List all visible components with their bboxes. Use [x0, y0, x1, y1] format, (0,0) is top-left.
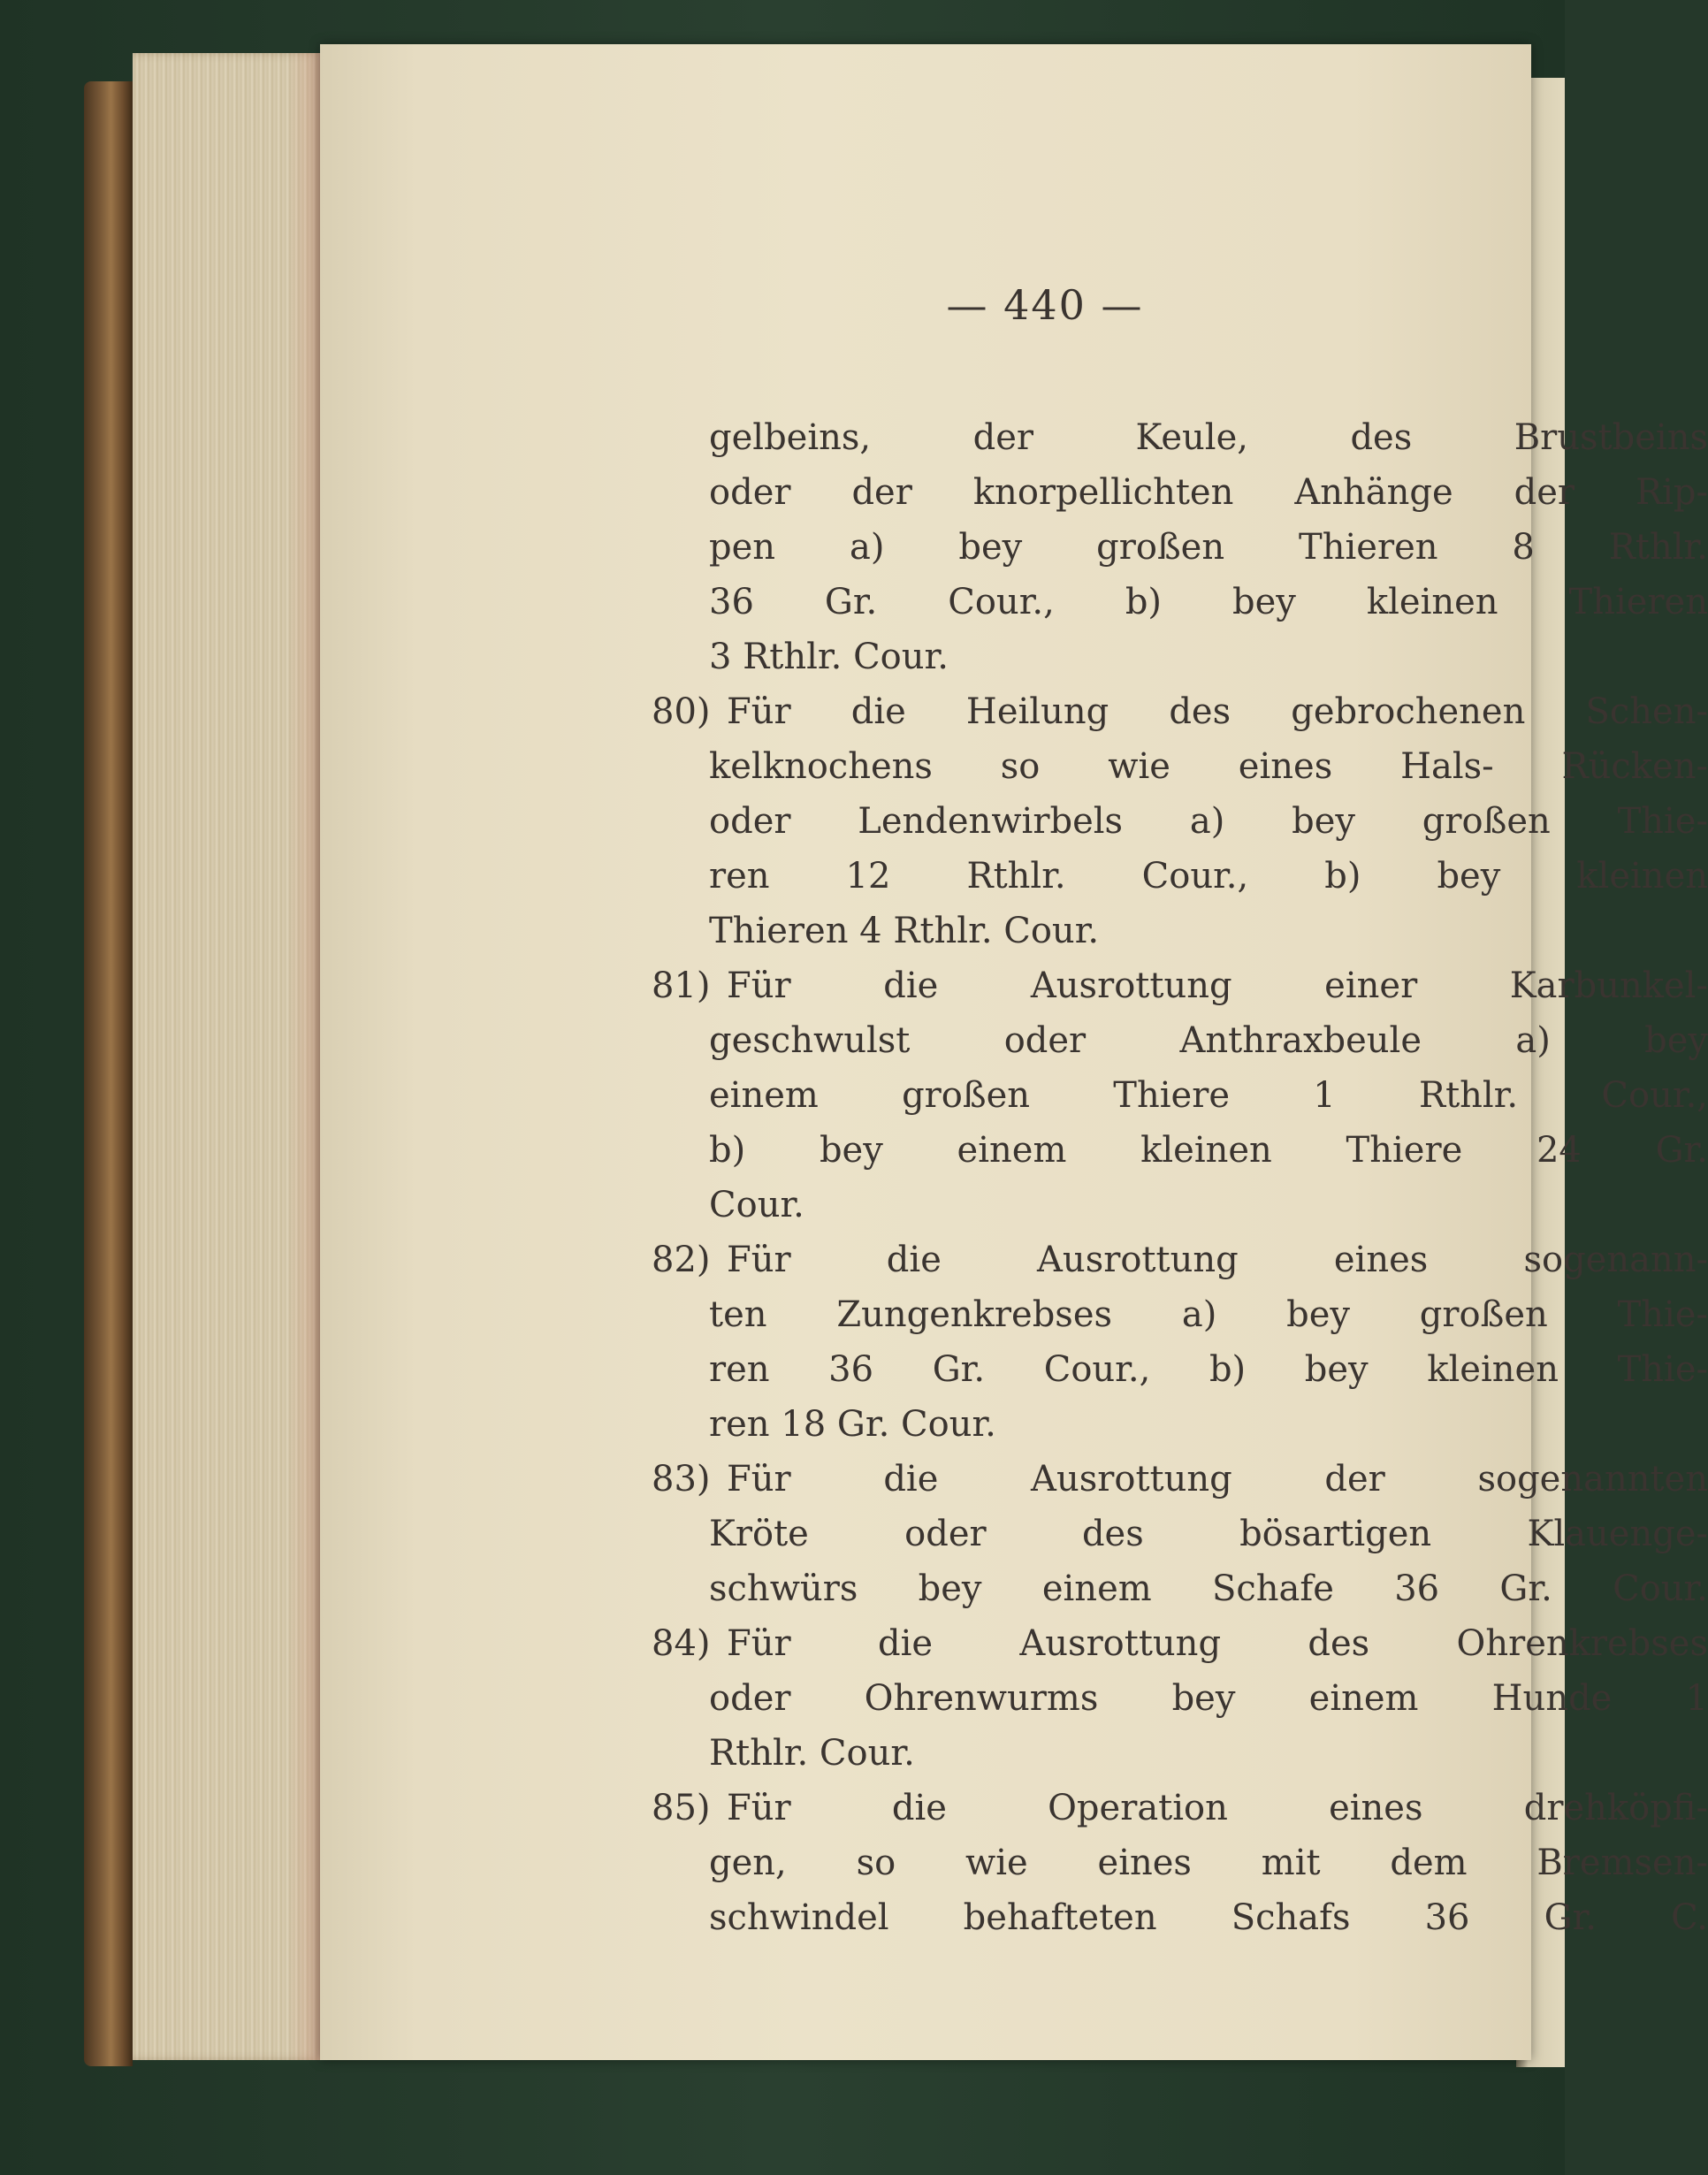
text-line: Für die Ausrottung des Ohrenkrebses [727, 1623, 1708, 1664]
text-line: Für die Ausrottung eines sogenann- [727, 1240, 1708, 1280]
text-line: ten Zungenkrebses a) bey großen Thie- [709, 1294, 1708, 1335]
page-edges [133, 53, 323, 2060]
text-line: oder Ohrenwurms bey einem Hunde 1 [709, 1678, 1708, 1719]
text-line: ren 36 Gr. Cour., b) bey kleinen Thie- [709, 1349, 1708, 1390]
text-line: schwürs bey einem Schafe 36 Gr. Cour. [709, 1568, 1708, 1609]
entry-number: 81) [652, 965, 711, 1006]
text-line: Kröte oder des bösartigen Klauenge- [709, 1514, 1708, 1554]
book-cover-edge [84, 81, 133, 2066]
book-page [320, 44, 1708, 2060]
text-line: gelbeins, der Keule, des Brustbeins [709, 417, 1708, 458]
entry-number: 83) [652, 1459, 711, 1500]
text-line: oder der knorpellichten Anhänge der Rip- [709, 472, 1708, 513]
text-line: Für die Ausrottung der sogenannten [727, 1459, 1708, 1500]
text-line: Für die Ausrottung einer Karbunkel- [727, 965, 1708, 1006]
text-line: geschwulst oder Anthraxbeule a) bey [709, 1020, 1708, 1061]
text-line: ren 18 Gr. Cour. [709, 1404, 996, 1445]
text-line: 36 Gr. Cour., b) bey kleinen Thieren [709, 582, 1708, 622]
text-line: b) bey einem kleinen Thiere 24 Gr. [709, 1130, 1708, 1171]
text-line: 3 Rthlr. Cour. [709, 637, 949, 677]
entry-number: 82) [652, 1240, 711, 1280]
text-line: Cour. [709, 1185, 804, 1225]
entry-number: 80) [652, 691, 711, 732]
text-line: schwindel behafteten Schafs 36 Gr. C. [709, 1897, 1708, 1938]
text-line: einem großen Thiere 1 Rthlr. Cour., [709, 1075, 1708, 1116]
page-text [320, 44, 1708, 2060]
text-line: Für die Heilung des gebrochenen Schen- [727, 691, 1708, 732]
text-line: pen a) bey großen Thieren 8 Rthlr. [709, 527, 1708, 568]
entry-number: 85) [652, 1788, 711, 1828]
text-line: gen, so wie eines mit dem Bremsen- [709, 1843, 1708, 1883]
text-line: Rthlr. Cour. [709, 1733, 915, 1774]
text-line: kelknochens so wie eines Hals- Rücken- [709, 746, 1708, 787]
text-line: Für die Operation eines drehköpfi- [727, 1788, 1708, 1828]
text-line: oder Lendenwirbels a) bey großen Thie- [709, 801, 1708, 842]
text-line: Thieren 4 Rthlr. Cour. [709, 911, 1100, 951]
entry-number: 84) [652, 1623, 711, 1664]
text-line: ren 12 Rthlr. Cour., b) bey kleinen [709, 856, 1708, 897]
page-number: — 440 — [946, 281, 1144, 329]
